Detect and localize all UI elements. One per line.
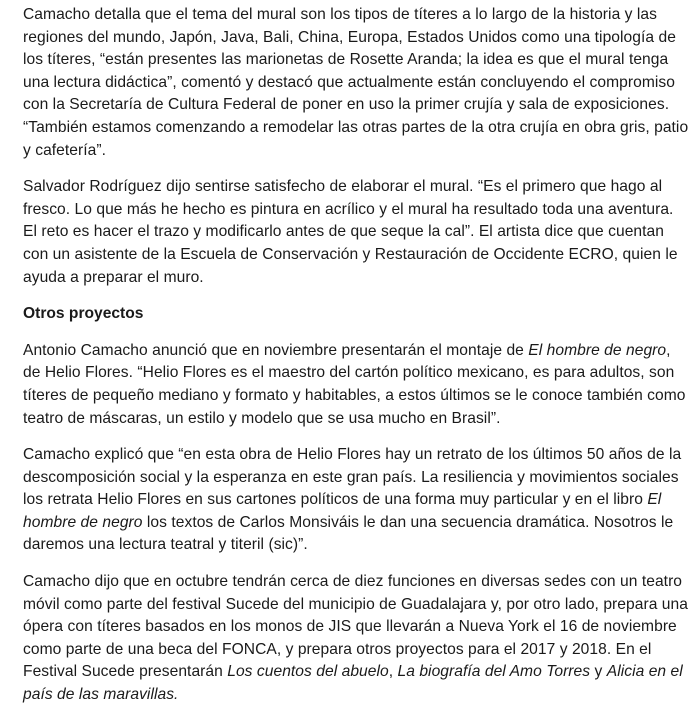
text-span: Antonio Camacho anunció que en noviembre presentarán el montaje de	[23, 341, 529, 359]
text-span: Camacho dijo que en octubre tendrán cerca de diez funciones en diversas sedes con un teatro móvil como parte del festival Sucede del municipio de Guadalajara y, por otro lado, prepara una ópera con títeres basados en los monos de JIS que llevarán a Nueva York el 16 de noviembre como parte de una beca del FONCA, y prepara otros proyectos para el 2017 y 2018. En el Festival Sucede presentarán	[23, 573, 688, 681]
work-title: El hombre de negro	[23, 491, 662, 531]
text-span: los textos de Carlos Monsiváis le dan una secuencia dramática. Nosotros le daremos una lectura teatral y titeril (sic)”.	[23, 513, 674, 554]
paragraph-hombre-de-negro	[23, 340, 690, 430]
work-title: Los cuentos del abuelo	[227, 663, 389, 681]
paragraph-camacho-explico	[23, 444, 690, 557]
text-span: , de Helio Flores. “Helio Flores es el maestro del cartón político mexicano, es para adultos, son títeres de pequeño mediano y formato y habitables, a estos últimos se le conoce también como teatro de máscaras, un estilo y modelo que se usa mucho en Brasil”.	[23, 341, 686, 427]
work-title: La biografía del Amo Torres	[397, 663, 591, 681]
paragraph-mural-theme: Camacho detalla que el tema del mural son los tipos de títeres a lo largo de la historia y las regiones del mundo, Japón, Java, Bali, China, Europa, Estados Unidos como una tipología de los títeres, “están presentes las marionetas de Rosette Aranda; la idea es que el mural tenga una lectura didáctica”, comentó y destacó que actualmente están concluyendo el compromiso con la Secretaría de Cultura Federal de poner en uso la primer crujía y sala de exposiciones. “También estamos comenzando a remodelar las otras partes de la otra crujía en obra gris, patio y cafetería”.	[23, 6, 689, 159]
paragraph-salvador-rodriguez: Salvador Rodríguez dijo sentirse satisfecho de elaborar el mural. “Es el primero que hago al fresco. Lo que más he hecho es pintura en acrílico y el mural ha resultado toda una aventura. El reto es hacer el trazo y modificarlo antes de que seque la cal”. El artista dice que cuentan con un asistente de la Escuela de Conservación y Restauración de Occidente ECRO, quien le ayuda a preparar el muro.	[23, 178, 678, 286]
section-heading-otros-proyectos: Otros proyectos	[23, 305, 144, 323]
work-title: El hombre de negro	[528, 341, 667, 359]
paragraph-festival-sucede	[23, 571, 690, 707]
work-title: Alicia en el país de las maravillas.	[23, 663, 683, 704]
text-span: y	[590, 663, 607, 681]
text-span: ,	[388, 663, 398, 681]
text-span: Camacho explicó que “en esta obra de Helio Flores hay un retrato de los últimos 50 años de la descomposición social y la esperanza en este gran país. La resiliencia y movimientos sociales los retrata Helio Flores en sus cartones políticos de una forma muy particular y en el libro	[23, 446, 682, 509]
